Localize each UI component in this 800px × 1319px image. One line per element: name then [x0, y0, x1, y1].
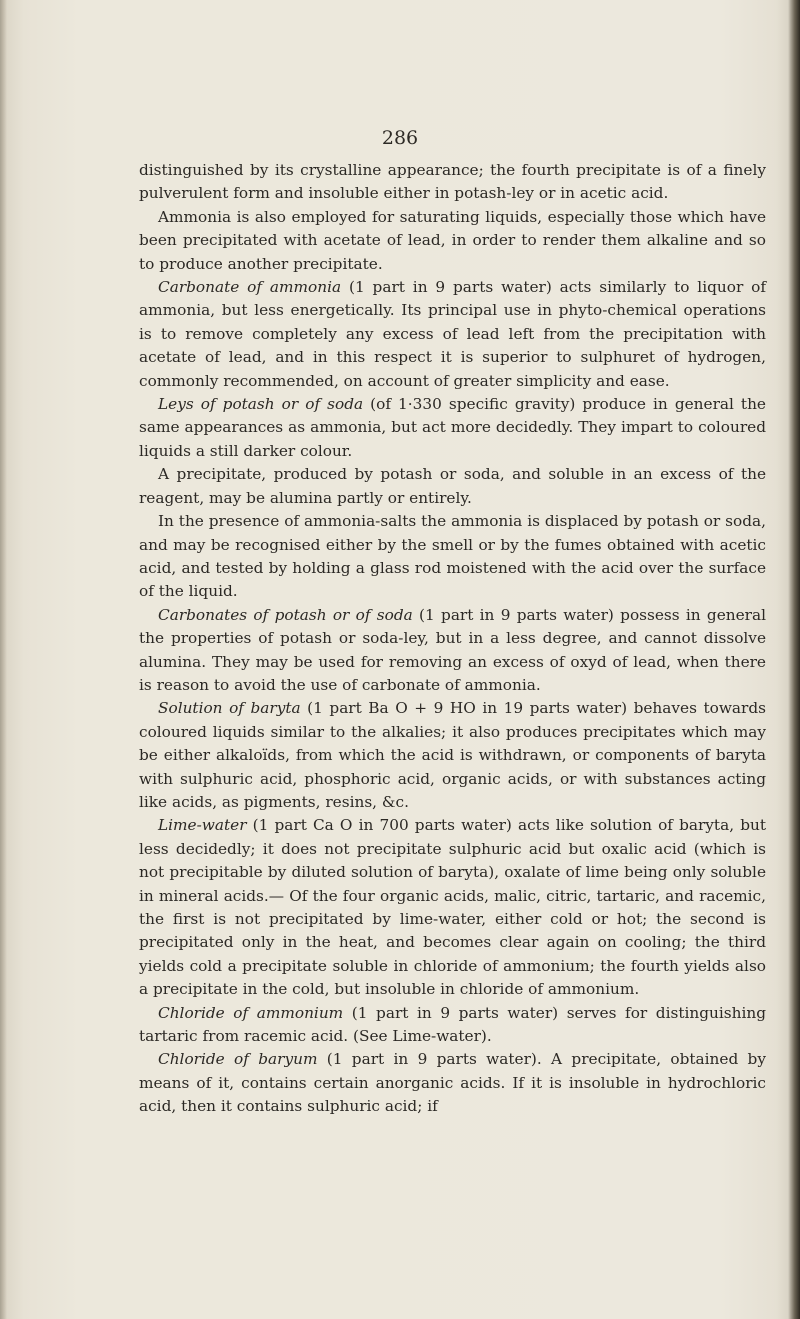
paragraph-text: (1 part in 9 parts water) serves for distinguishing tartaric from racemic acid. (See Lime-water). — [139, 1003, 766, 1046]
paragraph-lead: Lime-water — [158, 816, 247, 835]
paragraph-text: distinguished by its crystalline appearance; the fourth precipitate is of a finely pulverulent form and insoluble either in potash-ley or in acetic acid. — [139, 161, 766, 203]
paragraph-4 — [139, 463, 766, 510]
paragraph-8 — [139, 814, 766, 1001]
paragraph-3 — [139, 393, 766, 463]
paragraph-text: In the presence of ammonia-salts the ammonia is displaced by potash or soda, and may be recognised either by the smell or by the fumes obtained with acetic acid, and tested by holding a glass rod moistened with the acid over the surface of the liquid. — [139, 512, 766, 601]
paragraph-10 — [139, 1048, 766, 1118]
page-left-edge-shadow — [0, 0, 7, 1319]
paragraph-text: A precipitate, produced by potash or soda, and soluble in an excess of the reagent, may be alumina partly or entirely. — [139, 465, 766, 507]
paragraph-text: (1 part in 9 parts water) acts similarly to liquor of ammonia, but less energetically. Its principal use in phyto-chemical operations is to remove completely any excess of lead left from the precipitation with acetate of lead, and in this respect it is superior to sulphuret of hydrogen, commonly recommended, on account of greater simplicity and ease. — [139, 278, 767, 390]
paragraph-text: (1 part in 9 parts water). A precipitate, obtained by means of it, contains certain anorganic acids. If it is insoluble in hydrochloric acid, then it contains sulphuric acid; if — [139, 1050, 766, 1116]
paragraph-lead: Chloride of ammonium — [158, 1003, 344, 1022]
paragraph-9 — [139, 1002, 766, 1049]
page-right-edge-binding — [788, 0, 800, 1319]
body-text — [139, 159, 766, 1119]
paragraph-2 — [139, 276, 766, 393]
paragraph-text: (1 part Ca O in 700 parts water) acts like solution of baryta, but less decidedly; it does not precipitate sulphuric acid but oxalic acid (which is not precipitable by diluted solution of baryta), oxalate of lime being only soluble in mineral acids.— Of the four organic acids, malic, citric, tartaric, and racemic, the first is not precipitated by lime-water, either cold or hot; the second is precipitated only in the heat, and becomes clear again on cooling; the third yields cold a precipitate soluble in chloride of ammonium; the fourth yields also a precipitate in the cold, but insoluble in chloride of ammonium. — [139, 816, 766, 999]
paragraph-lead: Carbonates of potash or of soda — [158, 605, 413, 624]
paragraph-text: Ammonia is also employed for saturating liquids, especially those which have been precipitated with acetate of lead, in order to render them alkaline and so to produce another precipitate. — [139, 207, 766, 273]
paragraph-lead: Carbonate of ammonia — [158, 278, 342, 297]
paragraph-0 — [139, 159, 766, 206]
paragraph-text: (1 part in 9 parts water) possess in general the properties of potash or soda-ley, but in a less degree, and cannot dissolve alumina. They may be used for removing an excess of oxyd of lead, when there is reason to avoid the use of carbonate of ammonia. — [139, 605, 766, 694]
paragraph-text: (of 1·330 specific gravity) produce in general the same appearances as ammonia, but act more decidedly. They impart to coloured liquids a still darker colour. — [139, 395, 766, 460]
paragraph-text: (1 part Ba O + 9 HO in 19 parts water) behaves towards coloured liquids similar to the alkalies; it also produces precipitates which may be either alkaloïds, from which the acid is withdrawn, or components of baryta with sulphuric acid, phosphoric acid, organic acids, or with substances acting like acids, as pigments, resins, &c. — [139, 699, 767, 811]
paragraph-lead: Leys of potash or of soda — [158, 395, 364, 414]
paragraph-6 — [139, 604, 766, 698]
paragraph-7 — [139, 697, 766, 814]
paragraph-5 — [139, 510, 766, 604]
paragraph-lead: Chloride of baryum — [158, 1050, 318, 1069]
page-number: 286 — [381, 127, 419, 149]
paragraph-lead: Solution of baryta — [158, 699, 301, 718]
paragraph-1 — [139, 206, 766, 276]
